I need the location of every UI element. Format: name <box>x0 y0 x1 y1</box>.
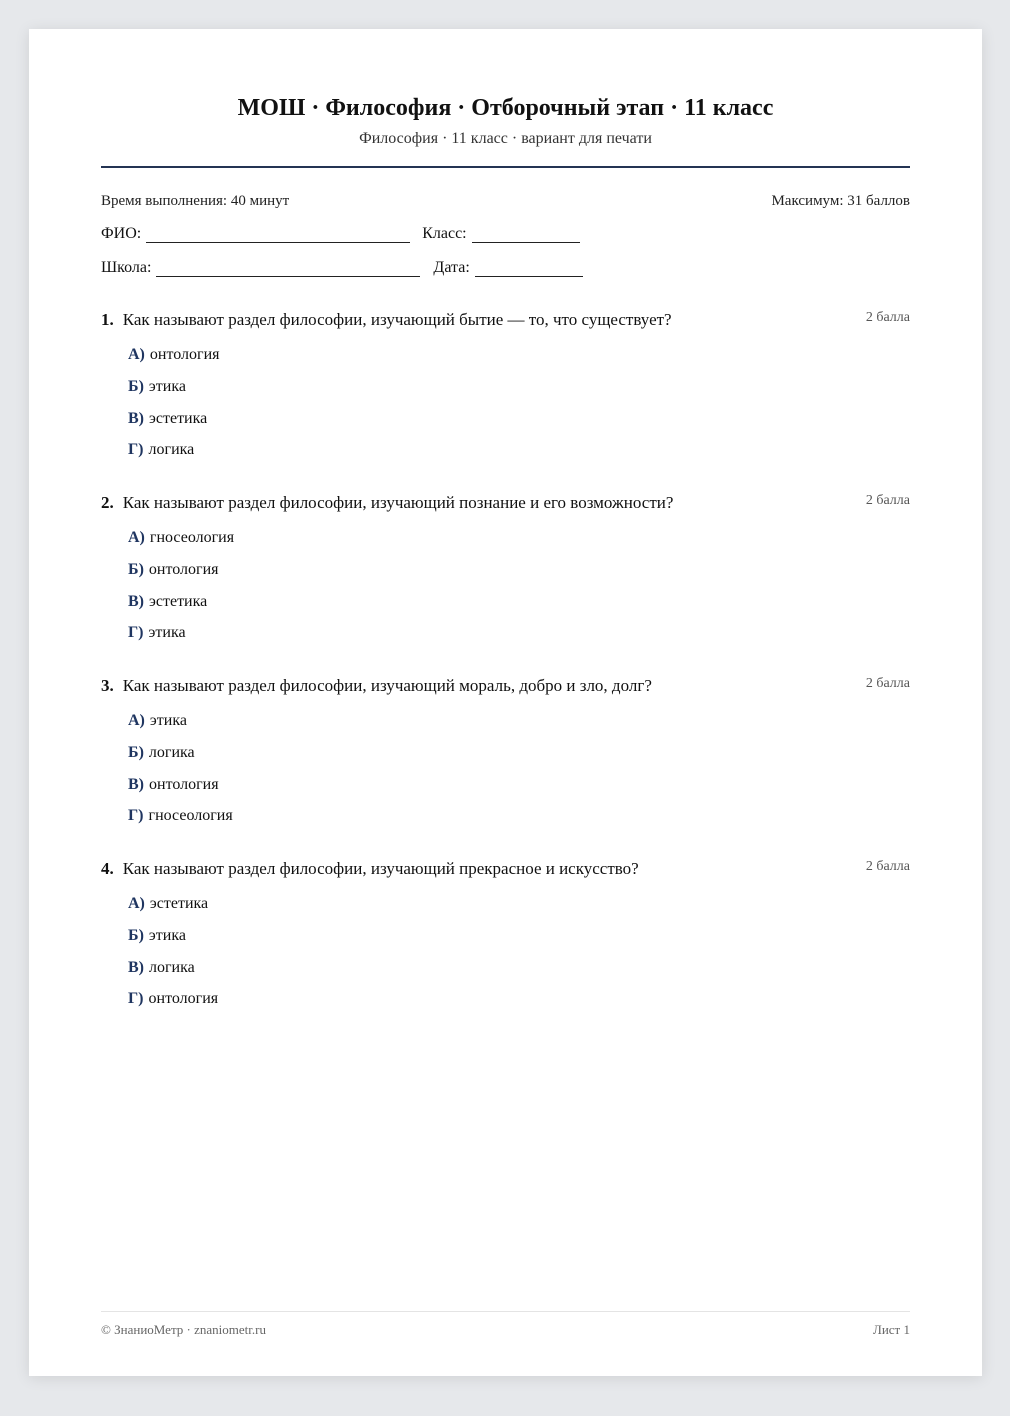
option-letter: В) <box>128 958 144 976</box>
option-text: гносеология <box>149 529 235 546</box>
question-header <box>101 310 910 330</box>
sheet-number: Лист 1 <box>873 1322 910 1337</box>
question-prompt: Как называют раздел философии, изучающий мораль, добро и зло, долг? <box>122 676 652 695</box>
option-text: логика <box>149 958 195 976</box>
class-field[interactable] <box>472 228 580 243</box>
option-letter: Б) <box>128 560 144 578</box>
sheet-content <box>101 29 910 1376</box>
answer-options <box>128 339 910 466</box>
answer-option[interactable] <box>128 952 910 984</box>
school-date-row <box>101 259 583 277</box>
answer-option[interactable] <box>128 522 910 554</box>
option-text: логика <box>148 441 195 459</box>
question-header <box>101 676 910 696</box>
option-letter: Г) <box>128 624 144 642</box>
answer-options <box>128 888 910 1015</box>
option-text: эстетика <box>149 592 208 610</box>
option-text: этика <box>148 377 186 395</box>
option-letter: Б) <box>128 926 144 944</box>
question-2 <box>101 493 910 649</box>
answer-option[interactable] <box>128 339 910 371</box>
question-points: 2 балла <box>865 493 910 508</box>
question-number: 4. <box>101 859 114 878</box>
answer-option[interactable] <box>128 554 910 586</box>
fio-class-row <box>101 225 580 243</box>
option-letter: В) <box>128 592 144 610</box>
answer-options <box>128 705 910 832</box>
question-header <box>101 859 910 879</box>
answer-option[interactable] <box>128 737 910 769</box>
option-text: эстетика <box>149 409 208 427</box>
option-text: логика <box>148 743 195 761</box>
answer-options <box>128 522 910 649</box>
answer-option[interactable] <box>128 434 910 466</box>
school-field[interactable] <box>156 262 420 277</box>
option-letter: А) <box>128 346 145 363</box>
option-text: этика <box>148 624 186 642</box>
header-divider <box>101 166 910 168</box>
option-letter: Б) <box>128 743 144 761</box>
question-prompt: Как называют раздел философии, изучающий познание и его возможности? <box>122 493 674 512</box>
question-number: 3. <box>101 676 114 695</box>
option-text: этика <box>149 712 187 729</box>
date-field[interactable] <box>475 262 583 277</box>
page-subtitle: Философия · 11 класс · вариант для печати <box>359 130 652 147</box>
option-text: онтология <box>149 775 219 793</box>
answer-option[interactable] <box>128 769 910 801</box>
fio-label: ФИО: <box>101 225 142 242</box>
option-letter: А) <box>128 712 145 729</box>
question-text <box>101 859 639 879</box>
option-text: эстетика <box>149 895 209 912</box>
answer-option[interactable] <box>128 586 910 618</box>
question-4 <box>101 859 910 1015</box>
footer-copyright: © ЗнаниоМетр · znaniometr.ru <box>101 1322 266 1337</box>
answer-option[interactable] <box>128 617 910 649</box>
question-number: 1. <box>101 310 114 329</box>
meta-row <box>101 193 910 210</box>
question-1 <box>101 310 910 466</box>
page-title: МОШ · Философия · Отборочный этап · 11 класс <box>237 95 774 121</box>
question-3 <box>101 676 910 832</box>
option-letter: Б) <box>128 377 144 395</box>
option-letter: Г) <box>128 441 144 459</box>
question-points: 2 балла <box>865 310 910 325</box>
answer-option[interactable] <box>128 983 910 1015</box>
option-text: этика <box>148 926 186 944</box>
question-prompt: Как называют раздел философии, изучающий бытие — то, что существует? <box>122 310 672 329</box>
question-number: 2. <box>101 493 114 512</box>
option-letter: А) <box>128 895 145 912</box>
class-label: Класс: <box>422 225 467 242</box>
answer-option[interactable] <box>128 371 910 403</box>
question-points: 2 балла <box>865 676 910 691</box>
question-prompt: Как называют раздел философии, изучающий прекрасное и искусство? <box>122 859 639 878</box>
option-text: онтология <box>148 560 219 578</box>
school-label: Школа: <box>101 259 152 276</box>
option-letter: Г) <box>128 990 144 1008</box>
date-label: Дата: <box>433 259 470 276</box>
option-letter: В) <box>128 775 144 793</box>
time-limit: Время выполнения: 40 минут <box>101 193 290 209</box>
fio-field[interactable] <box>146 228 410 243</box>
answer-option[interactable] <box>128 403 910 435</box>
answer-option[interactable] <box>128 800 910 832</box>
question-text <box>101 310 672 330</box>
option-letter: В) <box>128 409 144 427</box>
page-footer <box>101 1322 910 1338</box>
option-text: гносеология <box>148 807 233 825</box>
option-text: онтология <box>149 346 220 363</box>
option-letter: Г) <box>128 807 144 825</box>
answer-option[interactable] <box>128 888 910 920</box>
print-sheet <box>29 29 982 1376</box>
question-header <box>101 493 910 513</box>
option-letter: А) <box>128 529 145 546</box>
footer-divider <box>101 1311 910 1312</box>
answer-option[interactable] <box>128 705 910 737</box>
max-score: Максимум: 31 баллов <box>771 193 910 209</box>
question-text <box>101 493 673 513</box>
question-points: 2 балла <box>865 859 910 874</box>
option-text: онтология <box>148 990 219 1008</box>
answer-option[interactable] <box>128 920 910 952</box>
question-text <box>101 676 652 696</box>
